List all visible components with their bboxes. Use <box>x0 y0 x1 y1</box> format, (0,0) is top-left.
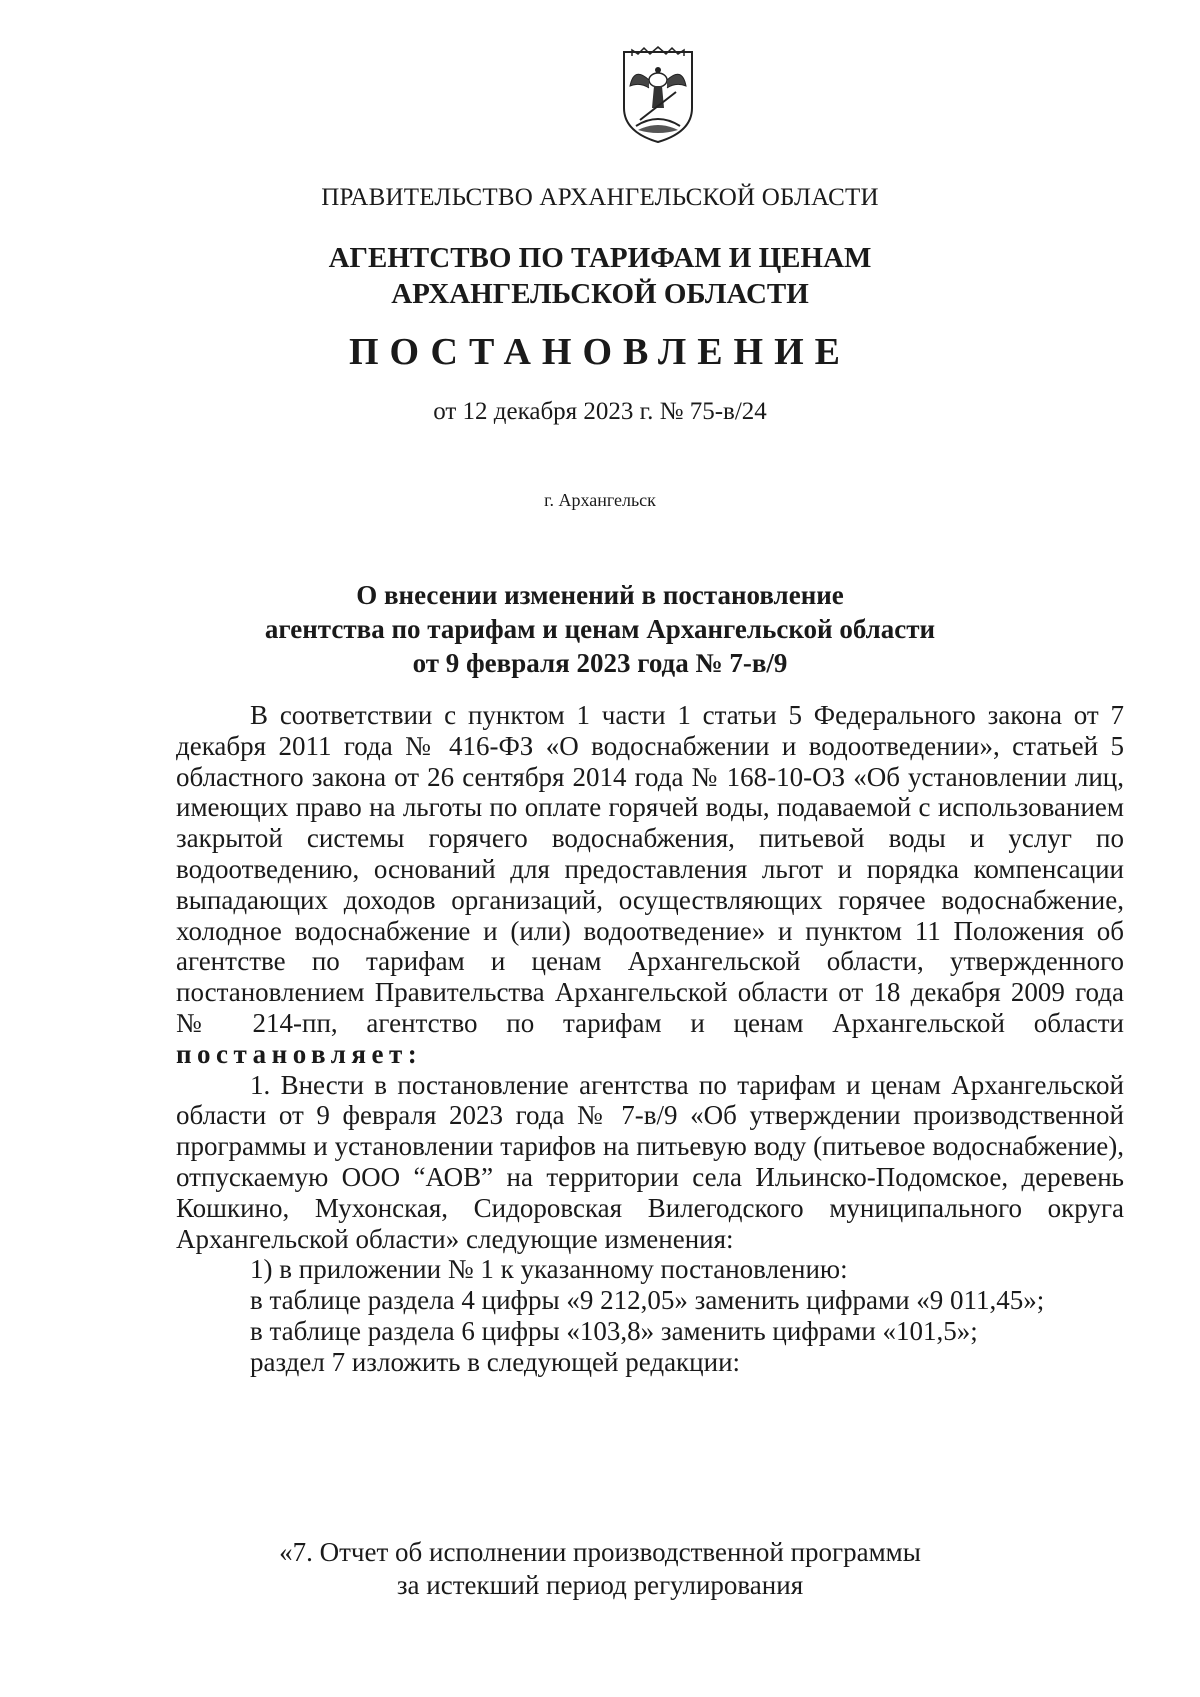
section-title-line2: за истекший период регулирования <box>396 1570 804 1600</box>
subitem-section-6-change: в таблице раздела 6 цифры «103,8» заменить цифрами «101,5»; <box>250 1315 978 1346</box>
subject-line2: агентства по тарифам и ценам Архангельской области <box>264 614 936 644</box>
agency-name <box>0 240 1200 312</box>
item-1-paragraph: 1. Внести в постановление агентства по тарифам и ценам Архангельской области от 9 февраля 2023 года № 7-в/9 «Об утверждении производственной программы и установлении тарифов на питьевую воду (питьевое водоснабжение), отпускаемую ООО “АОВ” на территории села Ильинско-Подомское, деревень Кошкино, Мухонская, Сидоровская Вилегодского муниципального округа Архангельской области» следующие изменения: <box>176 1069 1124 1254</box>
coat-of-arms-icon <box>618 46 698 146</box>
subitem-section-7-new: раздел 7 изложить в следующей редакции: <box>250 1346 741 1377</box>
subject-line3: от 9 февраля 2023 года № 7-в/9 <box>412 648 788 678</box>
decides-word: постановляет: <box>176 1038 423 1069</box>
section-7-title <box>0 1536 1200 1602</box>
subitem-section-4-change: в таблице раздела 4 цифры «9 212,05» заменить цифрами «9 011,45»; <box>250 1285 1045 1316</box>
agency-name-line2: АРХАНГЕЛЬСКОЙ ОБЛАСТИ <box>391 278 809 310</box>
decree-date-number: от 12 декабря 2023 г. № 75-в/24 <box>433 398 767 425</box>
government-name: ПРАВИТЕЛЬСТВО АРХАНГЕЛЬСКОЙ ОБЛАСТИ <box>321 184 879 211</box>
preamble-paragraph <box>176 700 1124 1070</box>
decree-body <box>176 700 1124 1378</box>
subitem-1: 1) в приложении № 1 к указанному постановлению: <box>250 1254 848 1285</box>
preamble-text: В соответствии с пунктом 1 части 1 статьи 5 Федерального закона от 7 декабря 2011 года № 416-ФЗ «О водоснабжении и водоотведении», статьей 5 областного закона от 26 сентября 2014 года № 168-10-ОЗ «Об установлении лиц, имеющих право на льготы по оплате горячей воды, подаваемой с использованием закрытой системы горячего водоснабжения, питьевой воды и услуг по водоотведению, оснований для предоставления льгот и порядка компенсации выпадающих доходов организаций, осуществляющих горячее водоснабжение, холодное водоснабжение и (или) водоотведение» и пунктом 11 Положения об агентстве по тарифам и ценам Архангельской области, утвержденного постановлением Правительства Архангельской области от 18 декабря 2009 года № 214-пп, агентство по тарифам и ценам Архангельской области <box>176 700 1124 1038</box>
subject-line1: О внесении изменений в постановление <box>356 580 844 610</box>
agency-name-line1: АГЕНТСТВО ПО ТАРИФАМ И ЦЕНАМ <box>328 242 872 274</box>
city: г. Архангельск <box>544 490 656 510</box>
decree-subject <box>0 578 1200 680</box>
section-title-line1: «7. Отчет об исполнении производственной программы <box>279 1537 921 1567</box>
document-type: ПОСТАНОВЛЕНИЕ <box>348 331 852 373</box>
